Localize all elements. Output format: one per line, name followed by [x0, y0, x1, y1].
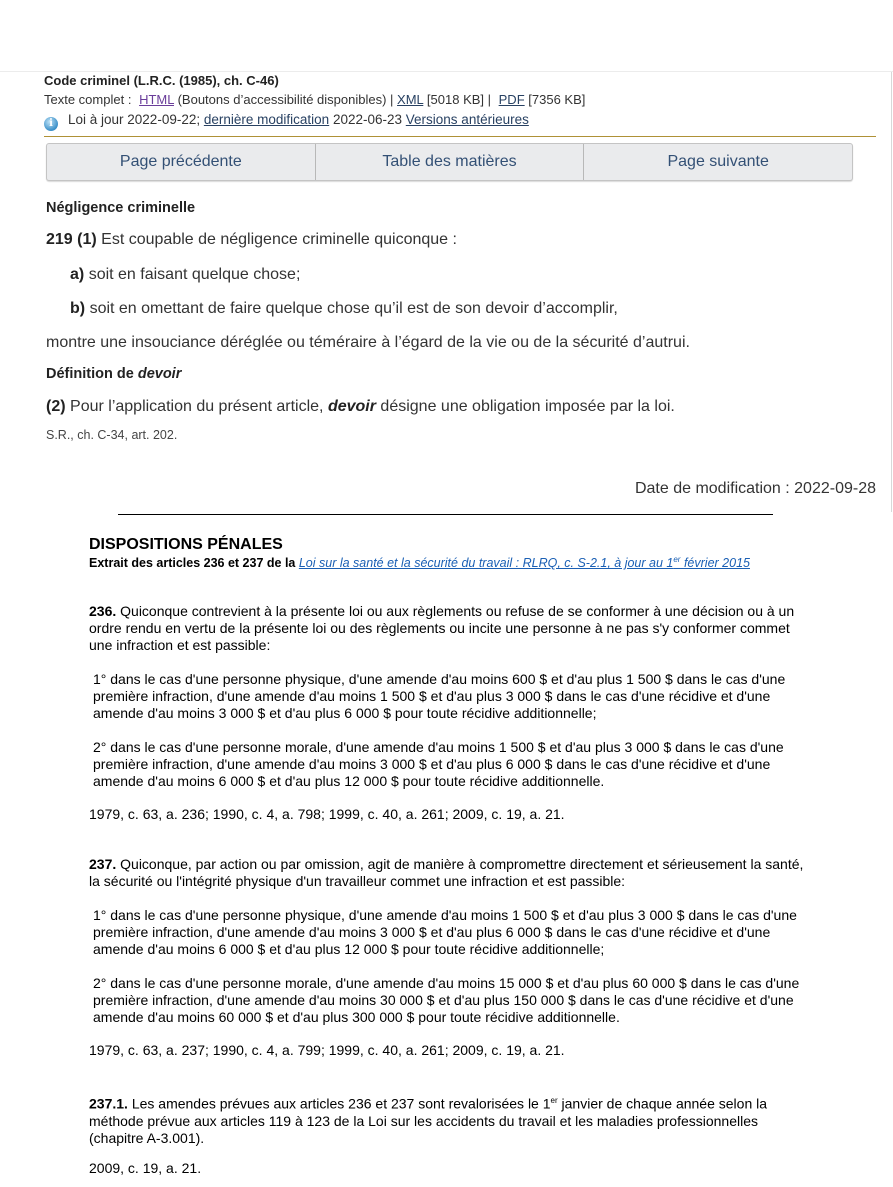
ordinal-suffix: er — [550, 1096, 558, 1105]
paragraph-text: soit en omettant de faire quelque chose qu’il est de son devoir d’accomplir, — [89, 300, 618, 317]
xml-size: [5018 KB] | — [426, 92, 492, 107]
html-link[interactable]: HTML — [139, 92, 174, 107]
fulltext-label: Texte complet : — [44, 92, 132, 107]
law-page-panel — [0, 71, 893, 497]
panel-border — [891, 72, 892, 512]
pdf-link[interactable]: PDF — [498, 92, 525, 107]
penal-provisions-header — [89, 536, 819, 570]
divider — [118, 514, 773, 515]
article-number: 236. — [89, 603, 117, 619]
section-heading: Négligence criminelle — [46, 200, 196, 216]
extract-prefix: Extrait des articles 236 et 237 de la — [89, 556, 296, 571]
previous-page-button[interactable]: Page précédente — [47, 144, 316, 180]
last-amendment-link[interactable]: dernière modification — [203, 112, 330, 127]
subsection-text-after: désigne une obligation imposée par la loi. — [380, 398, 675, 415]
info-icon: i — [44, 117, 58, 131]
currency-text: Loi à jour 2022-09-22; — [68, 112, 201, 127]
article-text-after: janvier de chaque année selon la méthode prévue aux articles 119 à 123 de la Loi sur les accidents du travail et les maladies professionnelles (chapitre A-3.001). — [89, 1095, 768, 1146]
article-236-paragraph-2: 2° dans le cas d'une personne morale, d'une amende d'au moins 1 500 $ et d'au plus 3 000 $ dans le cas d'une première infraction, d'une amende d'au moins 3 000 $ et d'au plus 6 000 $ dans le cas d'une récidive et d'une amende d'au moins 6 000 $ et d'au plus 12 000 $ pour toute récidive additionnelle. — [93, 739, 784, 789]
xml-link[interactable]: XML — [397, 92, 424, 107]
subsection-1 — [46, 231, 457, 249]
fulltext-links — [44, 92, 585, 107]
paragraph-b — [70, 300, 618, 318]
paragraph-label: b) — [70, 300, 86, 317]
definition-heading — [46, 366, 181, 382]
defined-term: devoir — [327, 398, 376, 415]
divider — [44, 136, 876, 137]
article-236 — [89, 603, 811, 654]
article-237-paragraph-1: 1° dans le cas d'une personne physique, d'une amende d'au moins 1 500 $ et d'au plus 3 000 $ dans le cas d'une première infraction, d'une amende d'au moins 3 000 $ et d'au plus 6 000 $ dans le cas d'une récidive et d'une amende d'au moins 6 000 $ et d'au plus 12 000 $ pour toute récidive additionnelle; — [93, 907, 797, 957]
article-text-before: Les amendes prévues aux articles 236 et 237 sont revalorisées le 1 — [131, 1095, 551, 1112]
penal-heading: DISPOSITIONS PÉNALES — [89, 536, 283, 553]
subsection-number: (2) — [46, 398, 66, 415]
pdf-size: [7356 KB] — [528, 92, 586, 107]
article-text: Quiconque contrevient à la présente loi ou aux règlements ou refuse de se conformer à une décision ou à un ordre rendu en vertu de la présente loi ou des règlements ou incite une personne à ne pas s'y conformer commet une infraction et est passible: — [89, 603, 795, 653]
subsection-text: Est coupable de négligence criminelle quiconque : — [101, 231, 457, 248]
article-237-1-history: 2009, c. 19, a. 21. — [89, 1160, 202, 1176]
act-link[interactable]: Loi sur la santé et la sécurité du travail : RLRQ, c. S-2.1, à jour au 1er février 2015 — [298, 555, 750, 571]
subsection-number: 219 (1) — [46, 231, 97, 248]
article-number: 237. — [89, 856, 117, 872]
definition-heading-prefix: Définition de — [46, 366, 134, 382]
next-page-button[interactable]: Page suivante — [667, 153, 769, 170]
article-236-paragraph-1: 1° dans le cas d'une personne physique, d'une amende d'au moins 600 $ et d'au plus 1 500 $ dans le cas d'une première infraction, d'une amende d'au moins 1 500 $ et d'au plus 3 000 $ dans le cas d'une récidive et d'une amende d'au moins 3 000 $ et d'au plus 6 000 $ pour toute récidive additionnelle; — [93, 671, 786, 721]
last-amendment-date: 2022-06-23 — [332, 112, 403, 127]
definition-heading-term: devoir — [137, 366, 182, 382]
table-of-contents-button[interactable]: Table des matières — [316, 144, 585, 180]
currency-line — [44, 112, 529, 131]
date-modified: Date de modification : 2022-09-28 — [634, 480, 876, 497]
article-237-paragraph-2: 2° dans le cas d'une personne morale, d'une amende d'au moins 15 000 $ et d'au plus 60 000 $ dans le cas d'une première infraction, d'une amende d'au moins 30 000 $ et d'au plus 150 000 $ dans le cas d'une récidive et d'une amende d'au moins 60 000 $ et d'au plus 300 000 $ pour toute récidive additionnelle. — [93, 975, 800, 1025]
article-number: 237.1. — [89, 1095, 128, 1112]
subsection-text-before: Pour l’application du présent article, — [70, 398, 324, 415]
paragraph-label: a) — [70, 266, 85, 283]
law-title: Code criminel (L.R.C. (1985), ch. C-46) — [44, 73, 279, 88]
article-237-history: 1979, c. 63, a. 237; 1990, c. 4, a. 799; 1999, c. 40, a. 261; 2009, c. 19, a. 21. — [89, 1042, 565, 1058]
article-text: Quiconque, par action ou par omission, agit de manière à compromettre directement et sérieusement la santé, la sécurité ou l'intégrité physique d'un travailleur commet une infraction et est passible: — [89, 856, 804, 889]
html-note: (Boutons d’accessibilité disponibles) | — [177, 92, 394, 107]
paragraph-text: soit en faisant quelque chose; — [88, 266, 301, 283]
paragraph-a — [70, 266, 300, 284]
article-237-1 — [89, 1092, 811, 1147]
continued-text: montre une insouciance déréglée ou téméraire à l’égard de la vie ou de la sécurité d’autrui. — [46, 334, 690, 351]
article-236-history: 1979, c. 63, a. 236; 1990, c. 4, a. 798; 1999, c. 40, a. 261; 2009, c. 19, a. 21. — [89, 806, 565, 822]
previous-versions-link[interactable]: Versions antérieures — [405, 112, 529, 127]
subsection-2 — [46, 398, 675, 416]
extract-line — [89, 555, 819, 570]
page-navigation — [46, 143, 853, 181]
article-237 — [89, 856, 811, 890]
section-history: S.R., ch. C-34, art. 202. — [46, 428, 178, 442]
